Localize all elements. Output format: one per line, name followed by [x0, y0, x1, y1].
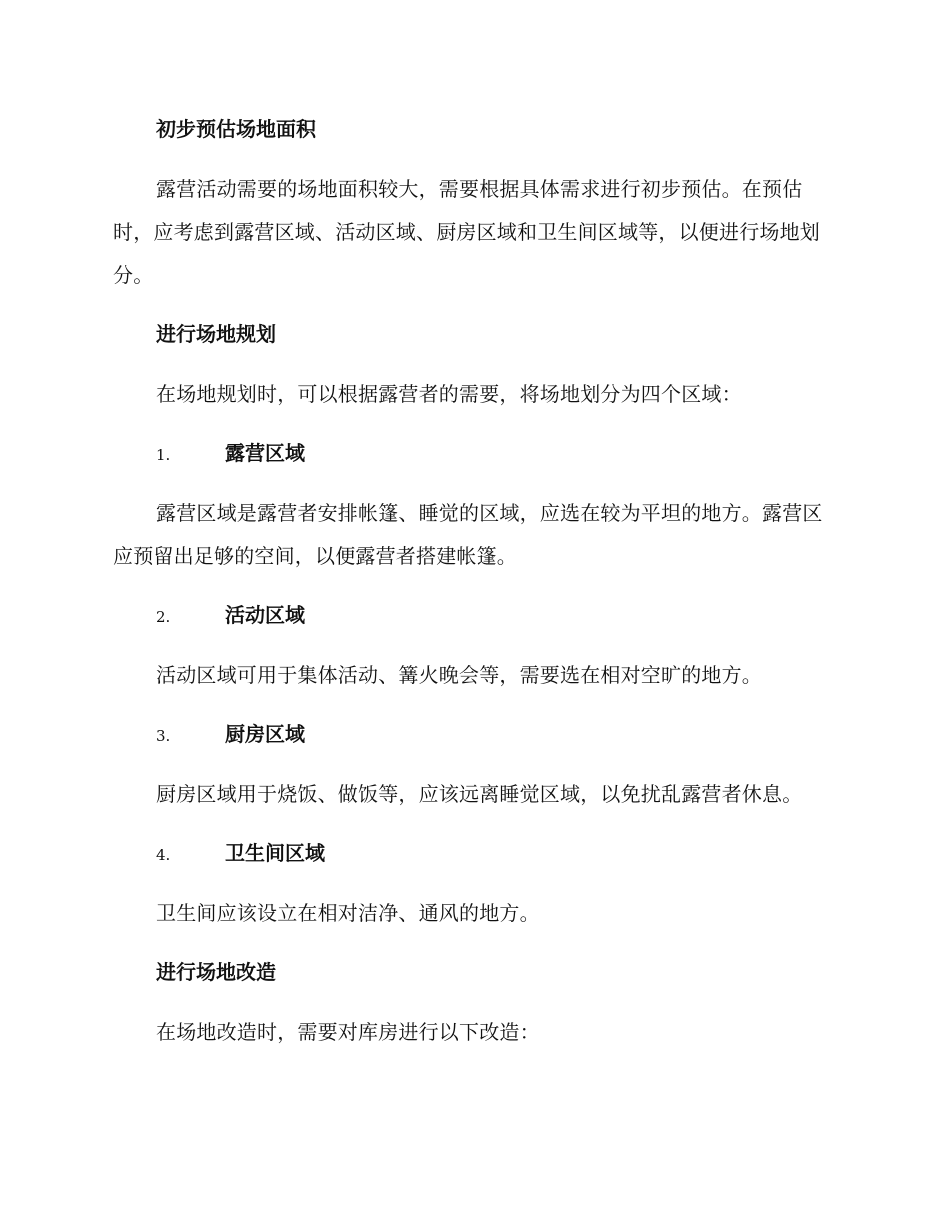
paragraph-renovation: 在场地改造时，需要对库房进行以下改造： [156, 1020, 540, 1044]
paragraph-planning: 在场地规划时，可以根据露营者的需要，将场地划分为四个区域： [156, 382, 742, 406]
zone-number: 3. [156, 727, 171, 745]
paragraph-zone-restroom: 卫生间应该设立在相对洁净、通风的地方。 [156, 901, 540, 925]
zone-heading-activity [113, 596, 833, 634]
zone-heading-restroom [113, 834, 833, 872]
paragraph-zone-kitchen: 厨房区域用于烧饭、做饭等，应该远离睡觉区域，以免扰乱露营者休息。 [156, 782, 803, 806]
document-content [113, 110, 833, 1072]
zone-title: 卫生间区域 [225, 841, 325, 865]
zone-title: 露营区域 [225, 441, 305, 465]
zone-title: 厨房区域 [225, 722, 305, 746]
paragraph-zone-camping: 露营区域是露营者安排帐篷、睡觉的区域，应选在较为平坦的地方。露营区应预留出足够的空间，以便露营者搭建帐篷。 [113, 501, 823, 568]
zone-heading-kitchen [113, 715, 833, 753]
section-heading-renovation: 进行场地改造 [156, 960, 276, 984]
paragraph-estimate: 露营活动需要的场地面积较大，需要根据具体需求进行初步预估。在预估时，应考虑到露营区域、活动区域、厨房区域和卫生间区域等，以便进行场地划分。 [113, 177, 820, 287]
zone-number: 2. [156, 608, 171, 626]
zone-number: 1. [156, 446, 171, 464]
paragraph-zone-activity: 活动区域可用于集体活动、篝火晚会等，需要选在相对空旷的地方。 [156, 663, 762, 687]
zone-title: 活动区域 [225, 603, 305, 627]
zone-heading-camping [113, 434, 833, 472]
section-heading-estimate: 初步预估场地面积 [156, 117, 316, 141]
section-heading-planning: 进行场地规划 [156, 322, 276, 346]
zone-number: 4. [156, 846, 171, 864]
